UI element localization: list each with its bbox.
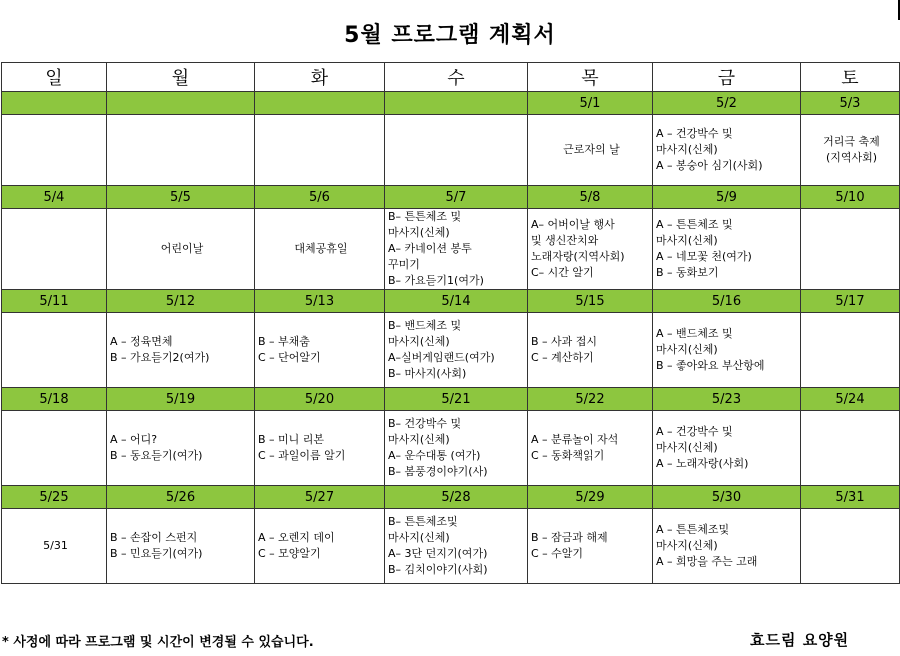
program-cell-sun bbox=[2, 313, 107, 388]
program-cell-thu bbox=[528, 509, 653, 584]
program-cell-fri bbox=[653, 509, 801, 584]
calendar-table bbox=[1, 62, 900, 584]
program-line: 5/31 bbox=[43, 539, 68, 552]
date-cell-sat: 5/3 bbox=[801, 92, 900, 115]
program-line: 마사지(신체) bbox=[656, 539, 718, 552]
program-line: A– 3단 던지기(여가) bbox=[388, 547, 488, 560]
program-line: A – 네모꽃 천(여가) bbox=[656, 250, 752, 263]
program-line: C – 수알기 bbox=[531, 547, 584, 560]
program-row bbox=[2, 509, 900, 584]
date-cell-sun: 5/18 bbox=[2, 388, 107, 411]
program-line: 마사지(신체) bbox=[388, 335, 450, 348]
program-cell-mon bbox=[107, 313, 255, 388]
day-header-row bbox=[2, 63, 900, 92]
program-line: B – 미니 리본 bbox=[258, 433, 325, 446]
program-line: A– 어버이날 행사 bbox=[531, 218, 615, 231]
date-cell-sat: 5/10 bbox=[801, 186, 900, 209]
program-row bbox=[2, 411, 900, 486]
program-line: B – 손잡이 스펀지 bbox=[110, 531, 198, 544]
date-cell-wed: 5/14 bbox=[385, 290, 528, 313]
program-cell-thu bbox=[528, 411, 653, 486]
program-line: B– 튼튼체조 및 bbox=[388, 210, 462, 223]
program-line: 마사지(신체) bbox=[656, 234, 718, 247]
program-cell-tue bbox=[255, 509, 385, 584]
program-line: B – 사과 접시 bbox=[531, 335, 598, 348]
program-line: C – 동화책읽기 bbox=[531, 449, 605, 462]
date-cell-mon: 5/19 bbox=[107, 388, 255, 411]
date-cell-mon: 5/26 bbox=[107, 486, 255, 509]
program-cell-sat bbox=[801, 209, 900, 290]
program-cell-wed bbox=[385, 209, 528, 290]
date-cell-mon: 5/12 bbox=[107, 290, 255, 313]
program-cell-sun bbox=[2, 411, 107, 486]
program-cell-fri bbox=[653, 115, 801, 186]
program-line: (지역사회) bbox=[825, 151, 878, 164]
day-header-thu: 목 bbox=[528, 63, 653, 92]
program-cell-tue bbox=[255, 411, 385, 486]
date-cell-mon bbox=[107, 92, 255, 115]
program-line: B – 잠금과 해제 bbox=[531, 531, 608, 544]
program-cell-sat bbox=[801, 509, 900, 584]
date-cell-fri: 5/30 bbox=[653, 486, 801, 509]
program-line: 마사지(신체) bbox=[656, 143, 718, 156]
program-line: C – 계산하기 bbox=[531, 351, 594, 364]
date-cell-wed: 5/28 bbox=[385, 486, 528, 509]
date-cell-thu: 5/1 bbox=[528, 92, 653, 115]
program-line: 노래자랑(지역사회) bbox=[531, 250, 625, 263]
program-line: C – 단어알기 bbox=[258, 351, 321, 364]
program-line: C – 모양알기 bbox=[258, 547, 321, 560]
program-cell-wed bbox=[385, 411, 528, 486]
program-line: 마사지(신체) bbox=[656, 441, 718, 454]
program-cell-thu bbox=[528, 209, 653, 290]
program-line: 마사지(신체) bbox=[388, 226, 450, 239]
date-cell-sun: 5/25 bbox=[2, 486, 107, 509]
date-cell-tue: 5/13 bbox=[255, 290, 385, 313]
program-line: B– 밴드체조 및 bbox=[388, 319, 462, 332]
date-cell-tue: 5/20 bbox=[255, 388, 385, 411]
program-line: A– 카네이션 봉투 bbox=[388, 242, 472, 255]
program-line: C– 시간 알기 bbox=[531, 266, 594, 279]
program-row bbox=[2, 209, 900, 290]
program-line: 근로자의 날 bbox=[563, 143, 620, 156]
program-row bbox=[2, 115, 900, 186]
date-cell-sun bbox=[2, 92, 107, 115]
program-line: B – 가요듣기2(여가) bbox=[110, 351, 210, 364]
program-row bbox=[2, 313, 900, 388]
date-cell-sun: 5/4 bbox=[2, 186, 107, 209]
program-line: 꾸미기 bbox=[388, 258, 420, 271]
date-cell-wed: 5/21 bbox=[385, 388, 528, 411]
program-cell-tue bbox=[255, 209, 385, 290]
date-cell-sun: 5/11 bbox=[2, 290, 107, 313]
date-row bbox=[2, 186, 900, 209]
program-cell-tue bbox=[255, 115, 385, 186]
date-cell-sat: 5/24 bbox=[801, 388, 900, 411]
day-header-fri: 금 bbox=[653, 63, 801, 92]
date-row bbox=[2, 290, 900, 313]
program-line: B – 민요듣기(여가) bbox=[110, 547, 203, 560]
program-line: A – 오렌지 데이 bbox=[258, 531, 335, 544]
program-line: A – 건강박수 및 bbox=[656, 127, 733, 140]
program-line: A – 밴드체조 및 bbox=[656, 327, 733, 340]
date-cell-fri: 5/2 bbox=[653, 92, 801, 115]
date-cell-sat: 5/31 bbox=[801, 486, 900, 509]
program-line: A – 노래자랑(사회) bbox=[656, 457, 749, 470]
date-row bbox=[2, 92, 900, 115]
footer-org-name: 효드림 요양원 bbox=[750, 631, 850, 649]
day-header-sun: 일 bbox=[2, 63, 107, 92]
footer-note: * 사정에 따라 프로그램 및 시간이 변경될 수 있습니다. bbox=[2, 635, 314, 650]
program-cell-mon bbox=[107, 209, 255, 290]
date-cell-fri: 5/23 bbox=[653, 388, 801, 411]
program-cell-fri bbox=[653, 411, 801, 486]
program-line: 마사지(신체) bbox=[656, 343, 718, 356]
program-line: A–실버게임랜드(여가) bbox=[388, 351, 495, 364]
program-line: B – 좋아와요 부산항에 bbox=[656, 359, 765, 372]
program-cell-thu bbox=[528, 115, 653, 186]
program-line: A – 분류놀이 자석 bbox=[531, 433, 619, 446]
date-cell-tue bbox=[255, 92, 385, 115]
program-line: B– 김치이야기(사회) bbox=[388, 563, 488, 576]
date-cell-thu: 5/8 bbox=[528, 186, 653, 209]
day-header-wed: 수 bbox=[385, 63, 528, 92]
date-cell-tue: 5/27 bbox=[255, 486, 385, 509]
program-line: B – 동요듣기(여가) bbox=[110, 449, 203, 462]
program-line: B– 튼튼체조및 bbox=[388, 515, 458, 528]
program-cell-sat bbox=[801, 411, 900, 486]
program-cell-wed bbox=[385, 509, 528, 584]
program-line: 및 생신잔치와 bbox=[531, 234, 599, 247]
program-cell-sun bbox=[2, 209, 107, 290]
program-cell-mon bbox=[107, 411, 255, 486]
date-cell-fri: 5/9 bbox=[653, 186, 801, 209]
program-cell-thu bbox=[528, 313, 653, 388]
program-cell-sat bbox=[801, 115, 900, 186]
program-line: A – 튼튼체조및 bbox=[656, 523, 730, 536]
day-header-mon: 월 bbox=[107, 63, 255, 92]
program-line: 대체공휴일 bbox=[294, 242, 348, 255]
program-line: C – 과일이름 알기 bbox=[258, 449, 346, 462]
date-cell-sat: 5/17 bbox=[801, 290, 900, 313]
date-cell-wed: 5/7 bbox=[385, 186, 528, 209]
page-title: 5월 프로그램 계획서 bbox=[344, 23, 556, 48]
date-cell-thu: 5/15 bbox=[528, 290, 653, 313]
program-cell-fri bbox=[653, 313, 801, 388]
program-line: A – 건강박수 및 bbox=[656, 425, 733, 438]
program-line: 거리극 축제 bbox=[823, 135, 880, 148]
program-cell-wed bbox=[385, 115, 528, 186]
date-row bbox=[2, 388, 900, 411]
program-line: B – 동화보기 bbox=[656, 266, 719, 279]
program-line: 마사지(신체) bbox=[388, 433, 450, 446]
program-line: A – 희망을 주는 고래 bbox=[656, 555, 758, 568]
program-cell-mon bbox=[107, 509, 255, 584]
program-line: A – 어디? bbox=[110, 433, 158, 446]
date-cell-thu: 5/29 bbox=[528, 486, 653, 509]
program-cell-wed bbox=[385, 313, 528, 388]
day-header-sat: 토 bbox=[801, 63, 900, 92]
day-header-tue: 화 bbox=[255, 63, 385, 92]
program-cell-sun bbox=[2, 509, 107, 584]
program-line: B– 마사지(사회) bbox=[388, 367, 467, 380]
program-line: A– 운수대통 (여가) bbox=[388, 449, 481, 462]
date-cell-thu: 5/22 bbox=[528, 388, 653, 411]
program-line: A – 봉숭아 심기(사회) bbox=[656, 159, 763, 172]
program-line: B– 가요듣기1(여가) bbox=[388, 274, 484, 287]
program-line: B– 봄풍경이야기(사) bbox=[388, 465, 488, 478]
date-cell-mon: 5/5 bbox=[107, 186, 255, 209]
program-line: B – 부채춤 bbox=[258, 335, 310, 348]
program-line: 마사지(신체) bbox=[388, 531, 450, 544]
program-line: A – 정육면체 bbox=[110, 335, 173, 348]
program-cell-tue bbox=[255, 313, 385, 388]
program-cell-sun bbox=[2, 115, 107, 186]
program-line: A – 튼튼체조 및 bbox=[656, 218, 733, 231]
program-line: 어린이날 bbox=[160, 242, 204, 255]
program-cell-mon bbox=[107, 115, 255, 186]
date-row bbox=[2, 486, 900, 509]
date-cell-wed bbox=[385, 92, 528, 115]
program-cell-fri bbox=[653, 209, 801, 290]
date-cell-fri: 5/16 bbox=[653, 290, 801, 313]
program-line: B– 건강박수 및 bbox=[388, 417, 462, 430]
program-cell-sat bbox=[801, 313, 900, 388]
date-cell-tue: 5/6 bbox=[255, 186, 385, 209]
